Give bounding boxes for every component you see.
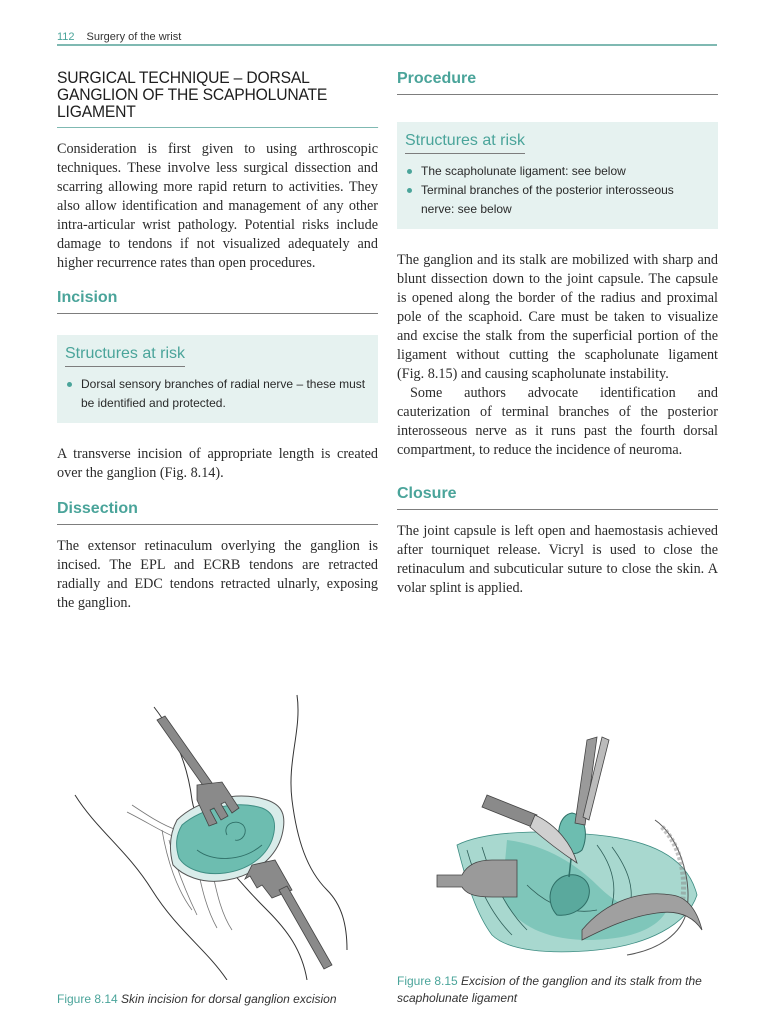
section-title: SURGICAL TECHNIQUE – DORSAL GANGLION OF THE SCAPHOLUNATE LIGAMENT xyxy=(57,70,378,128)
procedure-heading: Procedure xyxy=(397,70,718,95)
ganglion-excision-illustration xyxy=(397,735,718,960)
incision-structures-at-risk-box xyxy=(57,335,378,423)
risk-item: Terminal branches of the posterior interosseous nerve: see below xyxy=(405,181,710,219)
figure-caption xyxy=(397,973,718,1007)
lower-retractor-icon xyxy=(245,860,332,969)
risk-item: The scapholunate ligament: see below xyxy=(405,162,710,181)
structures-at-risk-heading: Structures at risk xyxy=(405,132,525,154)
dissection-heading: Dissection xyxy=(57,500,378,525)
figure-number: Figure 8.15 xyxy=(397,974,458,988)
figure-caption-text: Skin incision for dorsal ganglion excision xyxy=(121,992,337,1006)
figure-caption xyxy=(57,991,377,1008)
running-title: Surgery of the wrist xyxy=(86,31,182,43)
left-retractor-icon xyxy=(437,860,517,897)
dissection-paragraph: The extensor retinaculum overlying the ganglion is incised. The EPL and ECRB tendons are retracted radially and EDC tendons retracted ulnarly, exposing the ganglion. xyxy=(57,538,378,611)
risk-list xyxy=(405,162,710,219)
closure-paragraph: The joint capsule is left open and haemostasis achieved after tourniquet release. Vicryl is used to close the retinaculum and subcuticular suture to close the skin. A volar splint is applied. xyxy=(397,523,718,596)
forceps-icon xyxy=(575,737,609,825)
incision-paragraph: A transverse incision of appropriate length is created over the ganglion (Fig. 8.14). xyxy=(57,446,378,481)
bullet-icon xyxy=(407,169,412,174)
risk-list xyxy=(65,375,370,413)
right-column xyxy=(397,70,718,598)
incision-heading: Incision xyxy=(57,289,378,314)
risk-item: Dorsal sensory branches of radial nerve – these must be identified and protected. xyxy=(65,375,370,413)
procedure-paragraph-2: Some authors advocate identification and cauterization of terminal branches of the posterior interosseous nerve as it runs past the fourth dorsal compartment, to reduce the incidence of neuroma. xyxy=(397,385,718,458)
figure-number: Figure 8.14 xyxy=(57,992,118,1006)
wrist-incision-illustration xyxy=(57,690,377,980)
bullet-icon xyxy=(67,382,72,387)
left-column xyxy=(57,70,378,613)
figure-8-14 xyxy=(57,690,377,1010)
bullet-icon xyxy=(407,188,412,193)
procedure-paragraph-1: The ganglion and its stalk are mobilized with sharp and blunt dissection down to the joint capsule. The capsule is opened along the border of the radius and proximal pole of the scaphoid. Care must be taken to visualize and excise the stalk from the superficial portion of the ligament without cutting the scapholunate ligament (Fig. 8.15) and causing scapholunate instability. xyxy=(397,252,718,382)
closure-heading: Closure xyxy=(397,485,718,510)
structures-at-risk-heading: Structures at risk xyxy=(65,345,185,367)
page-number: 112 xyxy=(57,31,75,43)
intro-paragraph: Consideration is first given to using arthroscopic techniques. These involve less surgical dissection and scarring allowing more rapid return to activities. They also allow identification and management of any other intra-articular wrist pathology. Potential risks include damage to tendons if not visualized adequately and higher recurrence rates than open procedures. xyxy=(57,141,378,271)
figure-8-15 xyxy=(397,735,718,1015)
procedure-structures-at-risk-box xyxy=(397,122,718,229)
figure-caption-text: Excision of the ganglion and its stalk from the scapholunate ligament xyxy=(397,974,702,1005)
running-header xyxy=(57,27,717,46)
